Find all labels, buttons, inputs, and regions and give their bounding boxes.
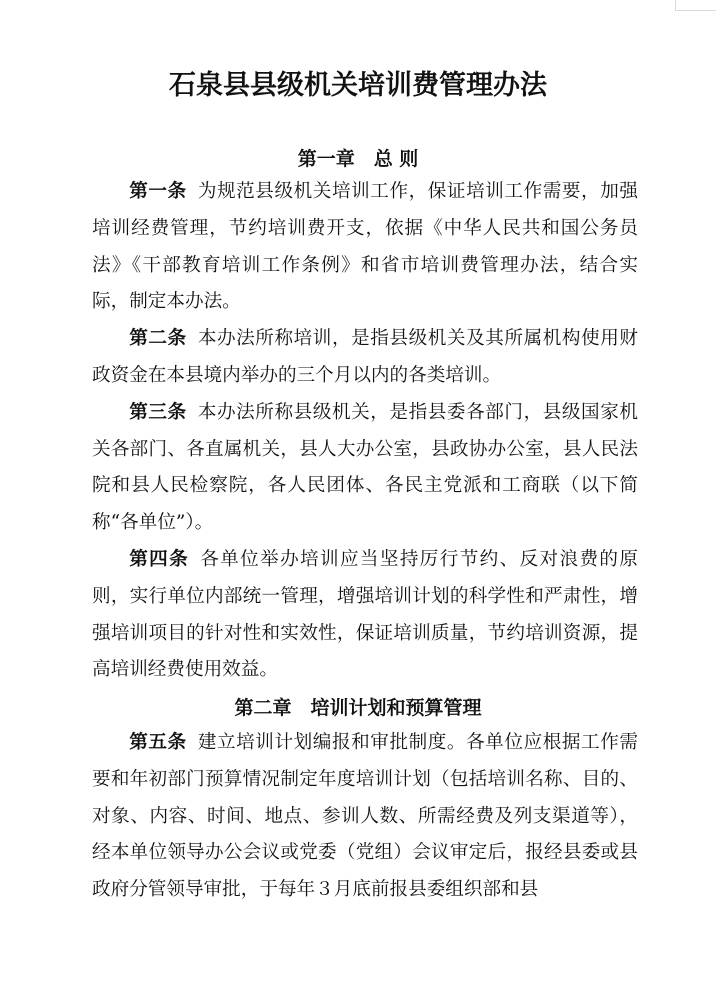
chapter-1-body xyxy=(92,174,638,689)
article-2-label: 第二条 xyxy=(129,328,187,350)
article-1 xyxy=(92,174,638,321)
article-4-text: 各单位举办培训应当坚持厉行节约、反对浪费的原则，实行单位内部统一管理，增强培训计划的科学性和严肃性，增强培训项目的针对性和实效性，保证培训质量，节约培训资源，提高培训经费使用效益。 xyxy=(92,548,638,681)
article-5 xyxy=(92,725,638,909)
article-2-text: 本办法所称培训，是指县级机关及其所属机构使用财政资金在本县境内举办的三个月以内的各类培训。 xyxy=(92,328,638,386)
article-5-text: 建立培训计划编报和审批制度。各单位应根据工作需要和年初部门预算情况制定年度培训计划（包括培训名称、目的、对象、内容、时间、地点、参训人数、所需经费及列支渠道等），经本单位领导办公会议或党委（党组）会议审定后，报经县委或县政府分管领导审批，于每年３月底前报县委组织部和县 xyxy=(92,732,638,901)
chapter-2-heading: 第二章 培训计划和预算管理 xyxy=(234,697,482,719)
page-corner-mark xyxy=(675,0,716,11)
article-3 xyxy=(92,395,638,542)
chapter-1-heading: 第一章 总 则 xyxy=(297,148,419,170)
article-4 xyxy=(92,542,638,689)
article-1-label: 第一条 xyxy=(129,181,187,202)
article-4-label: 第四条 xyxy=(129,548,190,570)
article-3-label: 第三条 xyxy=(129,401,187,423)
article-2 xyxy=(92,321,638,395)
article-5-label: 第五条 xyxy=(129,732,187,753)
document-title: 石泉县县级机关培训费管理办法 xyxy=(169,70,547,101)
chapter-2-body xyxy=(92,725,638,909)
article-1-text: 为规范县级机关培训工作，保证培训工作需要，加强培训经费管理，节约培训费开支，依据《中华人民共和国公务员法》《干部教育培训工作条例》和省市培训费管理办法，结合实际，制定本办法。 xyxy=(92,181,638,313)
article-3-text: 本办法所称县级机关，是指县委各部门，县级国家机关各部门、各直属机关，县人大办公室，县政协办公室，县人民法院和县人民检察院，各人民团体、各民主党派和工商联（以下简称“各单位”）。 xyxy=(92,401,638,534)
